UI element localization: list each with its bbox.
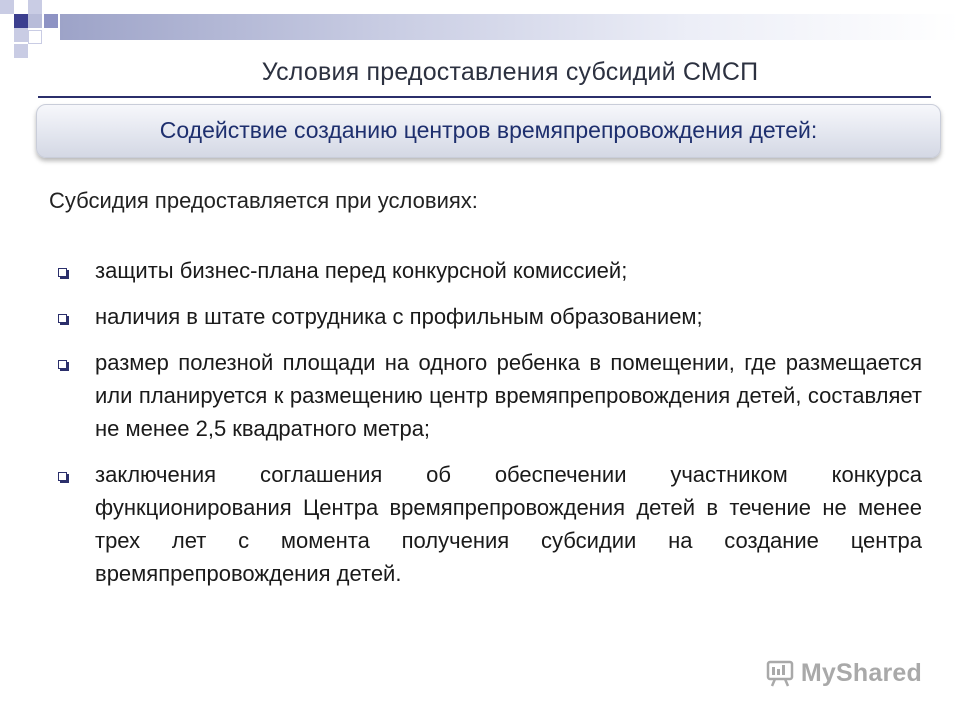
list-item [52,300,922,333]
list-item-text: защиты бизнес-плана перед конкурсной комиссией; [95,258,628,283]
header-gradient-bar [60,14,960,40]
square-bullet-icon [58,268,67,277]
conditions-intro: Субсидия предоставляется при условиях: [49,188,478,213]
square-bullet-icon [58,360,67,369]
list-item-text: размер полезной площади на одного ребенка в помещении, где размещается или планируется к размещению центр времяпрепровождения детей, составляет не менее 2,5 квадратного метра; [95,350,922,441]
section-banner [36,104,941,158]
list-item [52,254,922,287]
title-divider [38,96,931,98]
banner-text: Содействие созданию центров времяпрепровождения детей: [159,117,818,143]
square-bullet-icon [58,472,67,481]
list-item-text: наличия в штате сотрудника с профильным образованием; [95,304,703,329]
myshared-watermark [765,656,922,690]
square-bullet-icon [58,314,67,323]
watermark-text: MyShared [800,658,922,687]
list-item-text: заключения соглашения об обеспечении участником конкурса функционирования Центра времяпрепровождения детей в течение не менее трех лет с момента получения субсидии на создание центра времяпрепровождения детей. [95,462,922,586]
list-item [52,458,922,590]
presentation-board-icon [765,658,795,688]
list-item [52,346,922,445]
slide-title: Условия предоставления субсидий СМСП [261,58,759,86]
conditions-list [52,254,922,603]
